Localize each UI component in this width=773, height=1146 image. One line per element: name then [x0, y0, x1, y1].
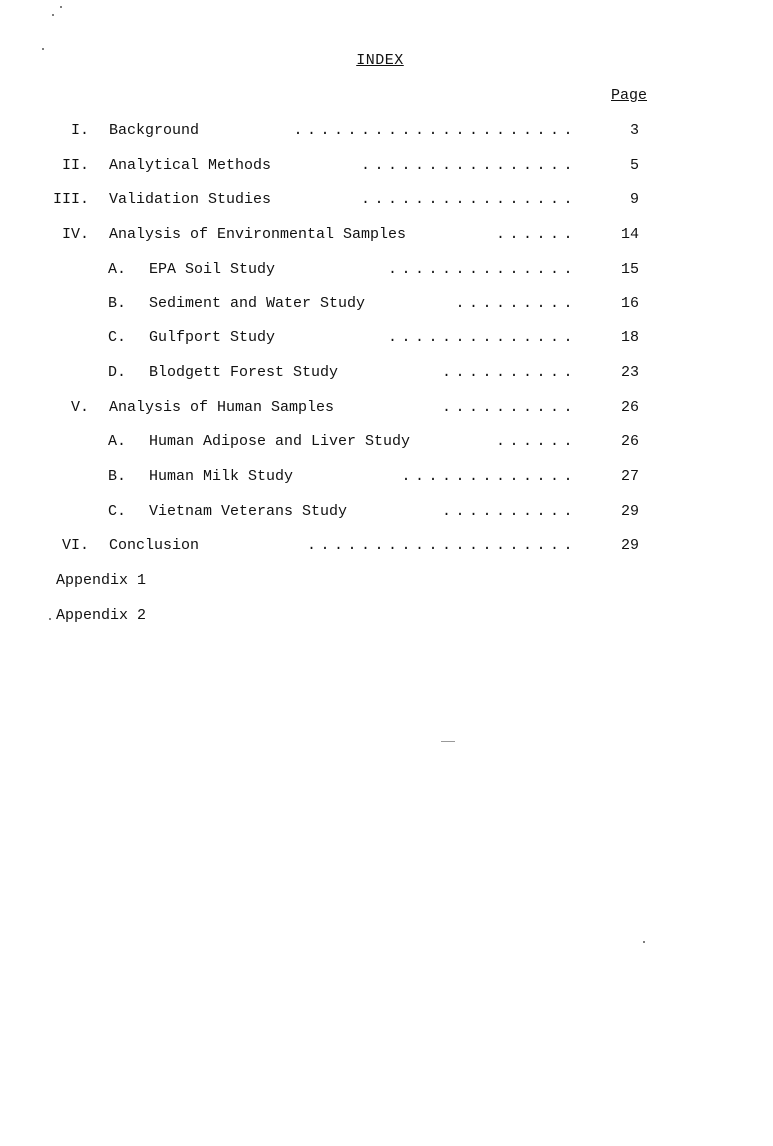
scan-speck: [42, 48, 44, 50]
entry-number: IV.: [61, 226, 89, 243]
dot-leader: .....................: [293, 122, 577, 139]
dot-leader: ....................: [306, 537, 577, 554]
entry-label: EPA Soil Study: [149, 261, 276, 278]
entry-label: Human Adipose and Liver Study: [149, 433, 411, 450]
toc-entry: [0, 537, 773, 557]
entry-page: 23: [620, 364, 639, 381]
entry-label: Background: [109, 122, 200, 139]
dot-leader: .........: [455, 295, 577, 312]
entry-page: 29: [620, 537, 639, 554]
entry-letter: C.: [108, 503, 127, 520]
toc-subentry: [0, 295, 773, 315]
entry-page: 27: [620, 468, 639, 485]
entry-number: III.: [52, 191, 89, 208]
entry-page: 3: [629, 122, 639, 139]
entry-label: Gulfport Study: [149, 329, 276, 346]
dot-leader: ................: [360, 191, 577, 208]
toc-subentry: [0, 503, 773, 523]
dot-leader: ......: [495, 433, 577, 450]
dot-leader: ................: [360, 157, 577, 174]
entry-letter: D.: [108, 364, 127, 381]
scan-speck: [643, 941, 645, 943]
dot-leader: ..........: [441, 364, 577, 381]
toc-entry: [0, 399, 773, 419]
toc-subentry: [0, 261, 773, 281]
entry-page: 15: [620, 261, 639, 278]
toc-entry: [0, 226, 773, 246]
dot-leader: ..............: [387, 329, 577, 346]
entry-label: Analytical Methods: [109, 157, 272, 174]
entry-letter: B.: [108, 295, 127, 312]
appendix-label: Appendix 1: [56, 572, 147, 589]
toc-entry: [0, 157, 773, 177]
toc-entry: [0, 191, 773, 211]
appendix-label: Appendix 2: [56, 607, 147, 624]
scan-speck: [52, 14, 54, 16]
entry-page: 16: [620, 295, 639, 312]
dot-leader: ......: [495, 226, 577, 243]
entry-letter: C.: [108, 329, 127, 346]
page-column-header: Page: [611, 87, 648, 104]
entry-letter: B.: [108, 468, 127, 485]
entry-page: 9: [629, 191, 639, 208]
entry-letter: A.: [108, 433, 127, 450]
scan-speck: [60, 6, 62, 8]
entry-label: Analysis of Environmental Samples: [109, 226, 407, 243]
entry-page: 14: [620, 226, 639, 243]
dot-leader: ..............: [387, 261, 577, 278]
entry-label: Conclusion: [109, 537, 200, 554]
entry-number: I.: [70, 122, 89, 139]
appendix-entry: [0, 572, 773, 592]
toc-subentry: [0, 433, 773, 453]
entry-page: 5: [629, 157, 639, 174]
entry-page: 26: [620, 433, 639, 450]
toc-entry: [0, 122, 773, 142]
entry-label: Vietnam Veterans Study: [149, 503, 348, 520]
entry-page: 29: [620, 503, 639, 520]
entry-number: II.: [61, 157, 89, 174]
toc-subentry: [0, 364, 773, 384]
entry-label: Human Milk Study: [149, 468, 294, 485]
entry-label: Analysis of Human Samples: [109, 399, 335, 416]
appendix-entry: [0, 607, 773, 627]
dot-leader: ..........: [441, 503, 577, 520]
entry-label: Sediment and Water Study: [149, 295, 366, 312]
entry-number: V.: [70, 399, 89, 416]
entry-label: Validation Studies: [109, 191, 272, 208]
entry-page: 18: [620, 329, 639, 346]
toc-subentry: [0, 468, 773, 488]
scan-speck: [441, 741, 455, 742]
entry-page: 26: [620, 399, 639, 416]
dot-leader: ..........: [441, 399, 577, 416]
entry-letter: A.: [108, 261, 127, 278]
toc-subentry: [0, 329, 773, 349]
entry-label: Blodgett Forest Study: [149, 364, 339, 381]
index-title: INDEX: [356, 52, 404, 69]
dot-leader: .............: [401, 468, 577, 485]
scan-speck: [49, 618, 51, 620]
entry-number: VI.: [61, 537, 89, 554]
